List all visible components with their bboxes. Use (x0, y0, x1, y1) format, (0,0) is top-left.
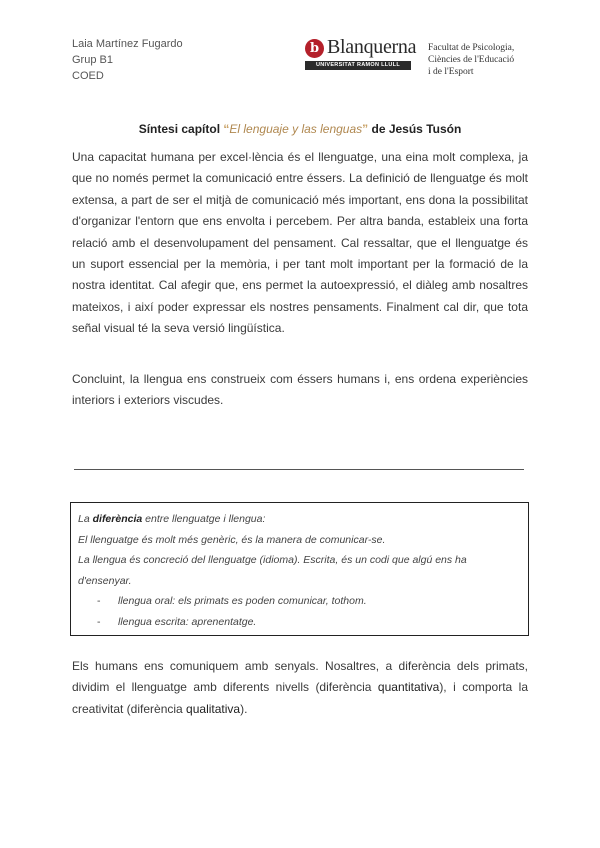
paragraph-3-word-2: qualitativa (186, 701, 241, 716)
course-label: COED (72, 70, 104, 82)
list-item (78, 591, 521, 612)
box-line-2: El llenguatge és molt més genèric, és la manera de comunicar-se. (78, 533, 386, 546)
logo-subtitle: UNIVERSITAT RAMON LLULL (305, 61, 411, 70)
faculty-line-2: Ciències de l'Educació (428, 55, 515, 65)
bullet-dash: - (97, 615, 101, 628)
faculty-name (428, 42, 514, 78)
paragraph-3-part-2: ), i comporta la creativitat (diferència (72, 680, 528, 716)
list-item-text: llengua escrita: aprenentatge. (118, 615, 257, 628)
horizontal-divider (74, 469, 524, 470)
paragraph-3-part-3: ). (240, 701, 248, 716)
logo-circle-icon: b (305, 39, 324, 58)
title-prefix: Síntesi capítol (138, 122, 224, 136)
paragraph-3-part-1: Els humans ens comuniquem amb senyals. Nosaltres, a diferència dels primats, dividim el llenguatge amb diferents nivells (diferència (72, 659, 528, 695)
box-line-1-prefix: La (78, 513, 93, 525)
faculty-line-1: Facultat de Psicologia, (428, 43, 515, 53)
paragraph-3 (72, 656, 528, 720)
author-name: Laia Martínez Fugardo (72, 38, 183, 50)
paragraph-3-word-1: quantitativa (377, 680, 440, 695)
logo-name: Blanquerna (327, 36, 417, 58)
title-quote-close: ” (362, 122, 369, 136)
faculty-line-3: i de l'Esport (428, 67, 474, 77)
header-author-block (72, 36, 183, 84)
group-label: Grup B1 (72, 54, 113, 66)
bullet-dash: - (97, 595, 101, 607)
difference-box (70, 502, 529, 636)
box-line-1-suffix: entre llenguatge i llengua: (142, 513, 266, 525)
list-item-text: llengua oral: els primats es poden comunicar, tothom. (118, 595, 367, 607)
document-title (0, 122, 600, 136)
box-bullet-list (78, 591, 521, 632)
title-quote-open: “ (223, 122, 230, 136)
box-line-1 (78, 509, 521, 530)
list-item (78, 612, 521, 633)
blanquerna-logo (305, 38, 415, 72)
paragraph-2: Concluint, la llengua ens construeix com éssers humans i, ens ordena experiències interiors i exteriors viscudes. (72, 372, 528, 408)
box-line-3: La llengua és concreció del llenguatge (idioma). Escrita, és un codi que algú ens ha d'ensenyar. (78, 554, 467, 587)
title-work: El lenguaje y las lenguas (229, 122, 363, 136)
box-line-1-bold: diferència (92, 513, 143, 525)
paragraph-1: Una capacitat humana per excel·lència és el llenguatge, una eina molt complexa, ja que no només permet la comunicació entre éssers. La definició de llenguatge és molt extensa, a part de ser el mitjà de comunicació més important, ens dona la possibilitat d'organizar l'entorn que ens envolta i percebem. Per altra banda, estableix una forta relació amb el desenvolupament del pensament. Cal ressaltar, que el llenguatge és un suport essencial per la memòria, i per tant molt important per la formació de la nostra identitat. Cal afegir que, ens permet la autoexpressió, el diàleg amb nosaltres mateixos, i així poder expressar els nostres pensaments. Finalment cal dir, que tota señal visual té la seva versió lingüística. (72, 150, 528, 336)
title-suffix: de Jesús Tusón (368, 122, 462, 136)
